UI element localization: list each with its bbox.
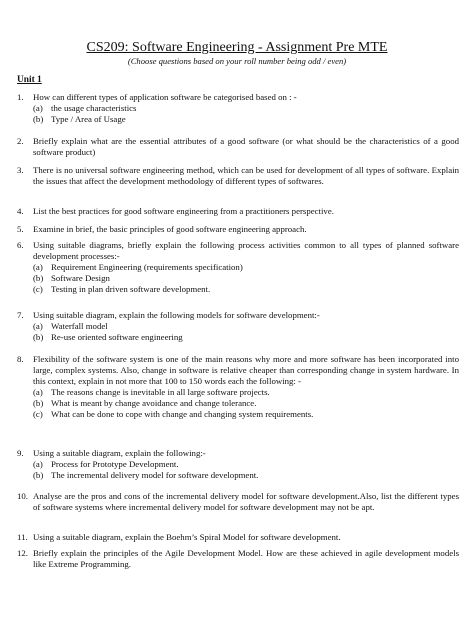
sub-item xyxy=(33,470,459,481)
document-subtitle: (Choose questions based on your roll number being odd / even) xyxy=(127,56,347,66)
question-text: Briefly explain the principles of the Agile Development Model. How are these achieved in agile development models like Extreme Programming. xyxy=(33,548,459,569)
question-number: 10. xyxy=(17,491,28,501)
sub-item xyxy=(33,332,459,343)
sub-text: What can be done to cope with change and changing system requirements. xyxy=(51,409,314,419)
sub-label: (b) xyxy=(33,398,44,408)
sub-text: The incremental delivery model for software development. xyxy=(51,470,259,480)
question-1 xyxy=(17,92,459,125)
sub-item xyxy=(33,387,459,398)
question-text: Analyse are the pros and cons of the incremental delivery model for software development.Also, list the different types of software systems where incremental delivery model for software development may not be apt. xyxy=(33,491,459,512)
question-number: 12. xyxy=(17,548,28,558)
sub-item xyxy=(33,262,459,273)
sub-item xyxy=(33,114,459,125)
question-text: Using a suitable diagram, explain the following:- xyxy=(33,448,206,458)
question-text: Using suitable diagram, explain the following models for software development:- xyxy=(33,310,320,320)
question-5 xyxy=(17,224,459,235)
question-number: 9. xyxy=(17,448,24,458)
sub-label: (a) xyxy=(33,459,43,469)
sub-text: Re-use oriented software engineering xyxy=(51,332,183,342)
sub-text: Requirement Engineering (requirements specification) xyxy=(51,262,243,272)
sub-text: Testing in plan driven software development. xyxy=(51,284,211,294)
sub-label: (b) xyxy=(33,114,44,124)
sub-label: (c) xyxy=(33,409,43,419)
sub-text: The reasons change is inevitable in all large software projects. xyxy=(51,387,270,397)
sub-label: (a) xyxy=(33,262,43,272)
sub-item xyxy=(33,103,459,114)
sub-text: Process for Prototype Development. xyxy=(51,459,179,469)
sub-item xyxy=(33,321,459,332)
question-text: Examine in brief, the basic principles of good software engineering approach. xyxy=(33,224,307,234)
question-9 xyxy=(17,448,459,481)
question-10 xyxy=(17,491,459,513)
sub-text: Software Design xyxy=(51,273,110,283)
question-8 xyxy=(17,354,459,420)
question-text: Using a suitable diagram, explain the Boehm’s Spiral Model for software development. xyxy=(33,532,341,542)
sub-text: What is meant by change avoidance and change tolerance. xyxy=(51,398,257,408)
sub-item xyxy=(33,284,459,295)
sub-label: (b) xyxy=(33,470,44,480)
question-number: 6. xyxy=(17,240,24,250)
question-number: 2. xyxy=(17,136,24,146)
question-number: 1. xyxy=(17,92,24,102)
question-number: 3. xyxy=(17,165,24,175)
question-11 xyxy=(17,532,459,543)
question-4 xyxy=(17,206,459,217)
question-2 xyxy=(17,136,459,158)
sub-text: the usage characteristics xyxy=(51,103,137,113)
sub-label: (c) xyxy=(33,284,43,294)
sub-text: Waterfall model xyxy=(51,321,108,331)
question-number: 7. xyxy=(17,310,24,320)
sub-label: (a) xyxy=(33,321,43,331)
sub-label: (a) xyxy=(33,103,43,113)
question-text: How can different types of application software be categorised based on : - xyxy=(33,92,297,102)
question-text: There is no universal software engineering method, which can be used for development of all types of software. Explain the issues that affect the development methodology of different types of softwares. xyxy=(33,165,459,186)
document-title: CS209: Software Engineering - Assignment Pre MTE xyxy=(86,40,388,55)
question-number: 4. xyxy=(17,206,24,216)
sub-label: (b) xyxy=(33,273,44,283)
question-number: 8. xyxy=(17,354,24,364)
question-text: List the best practices for good software engineering from a practitioners perspective. xyxy=(33,206,334,216)
sub-item xyxy=(33,459,459,470)
sub-item xyxy=(33,273,459,284)
unit-heading: Unit 1 xyxy=(17,75,42,85)
question-text: Using suitable diagrams, briefly explain the following process activities common to all types of planned software development processes:- xyxy=(33,240,459,261)
question-number: 5. xyxy=(17,224,24,234)
sub-text: Type / Area of Usage xyxy=(51,114,126,124)
sub-label: (a) xyxy=(33,387,43,397)
question-text: Flexibility of the software system is one of the main reasons why more and more software has been incorporated into large, complex systems. Also, change in software is relative cheaper than corresponding change in system hardware. In this context, explain in not more that 100 to 150 words each the following: - xyxy=(33,354,459,386)
sub-label: (b) xyxy=(33,332,44,342)
question-text: Briefly explain what are the essential attributes of a good software (or what should be the characteristics of a good software product) xyxy=(33,136,459,157)
question-6 xyxy=(17,240,459,295)
question-12 xyxy=(17,548,459,570)
sub-item xyxy=(33,398,459,409)
question-number: 11. xyxy=(17,532,28,542)
question-3 xyxy=(17,165,459,187)
question-7 xyxy=(17,310,459,343)
sub-item xyxy=(33,409,459,420)
